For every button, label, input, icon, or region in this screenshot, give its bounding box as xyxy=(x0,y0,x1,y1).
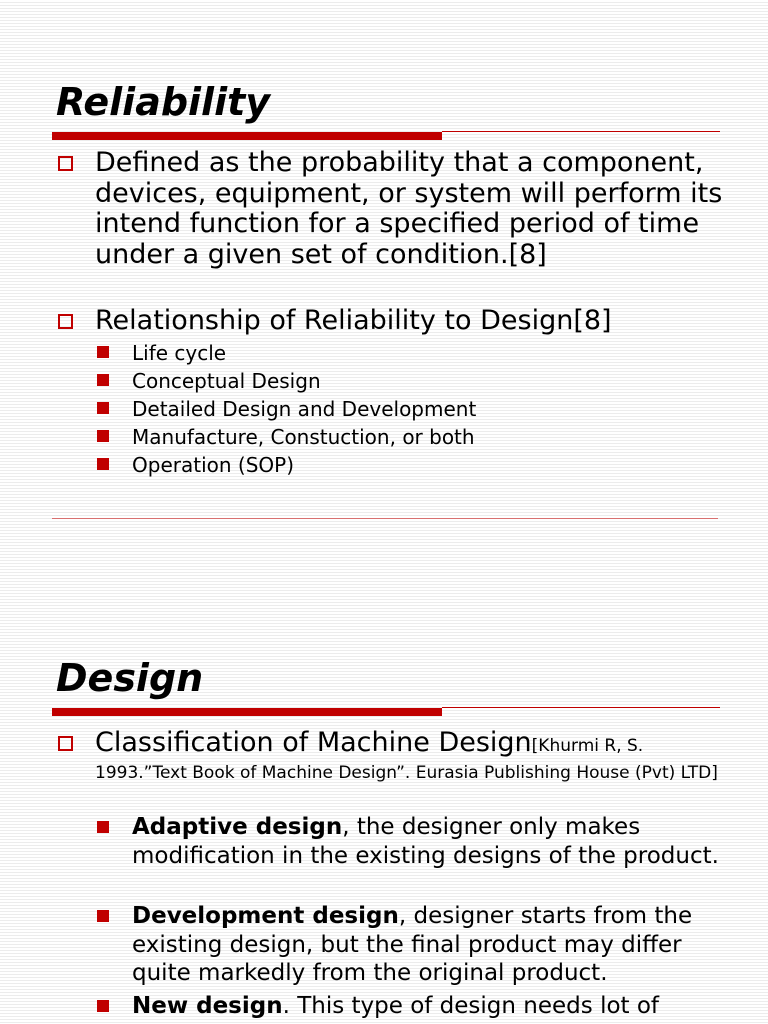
sub-bullet-term: Adaptive design xyxy=(132,814,343,840)
sub-bullet-detailed-design xyxy=(97,397,727,421)
filled-square-icon xyxy=(97,402,109,414)
filled-square-icon xyxy=(97,346,109,358)
slide-design xyxy=(0,600,768,1024)
sub-bullet-text xyxy=(132,992,727,1021)
sub-bullet-text xyxy=(132,902,727,988)
slide-title: Reliability xyxy=(56,80,271,124)
hollow-square-icon xyxy=(58,156,73,171)
sub-bullet-text: Detailed Design and Development xyxy=(132,397,477,421)
title-rule-thick xyxy=(52,132,442,140)
sub-bullet-description: . This type of design needs lot of xyxy=(282,993,660,1019)
title-rule-thin xyxy=(442,707,720,708)
bullet-relationship xyxy=(56,306,736,337)
hollow-square-icon xyxy=(58,314,73,329)
sub-bullet-text: Operation (SOP) xyxy=(132,453,294,477)
title-rule-thick xyxy=(52,708,442,716)
sub-bullet-text: Conceptual Design xyxy=(132,369,321,393)
slide-bottom-rule xyxy=(52,518,718,519)
filled-square-icon xyxy=(97,374,109,386)
sub-bullet-description: , the designer only makes modification in the existing designs of the product. xyxy=(132,814,719,869)
sub-bullet-text xyxy=(132,813,727,870)
sub-bullet-new-design xyxy=(97,992,727,1021)
sub-bullet-text: Manufacture, Constuction, or both xyxy=(132,425,475,449)
filled-square-icon xyxy=(97,430,109,442)
bullet-text xyxy=(95,728,736,785)
sub-bullet-operation xyxy=(97,453,727,477)
slide-title: Design xyxy=(56,656,204,700)
bullet-classification xyxy=(56,728,736,785)
bullet-text: Defined as the probability that a component, devices, equipment, or system will perform its intend function for a specified period of time under a given set of condition.[8] xyxy=(95,147,723,270)
sub-bullet-conceptual-design xyxy=(97,369,727,393)
sub-bullet-manufacture xyxy=(97,425,727,449)
bullet-text: Relationship of Reliability to Design[8] xyxy=(95,305,612,336)
filled-square-icon xyxy=(97,910,109,922)
sub-bullet-term: New design xyxy=(132,993,283,1019)
sub-bullet-text: Life cycle xyxy=(132,341,227,365)
title-rule-thin xyxy=(442,131,720,132)
bullet-main-text: Classification of Machine Design xyxy=(95,727,532,758)
sub-bullet-life-cycle xyxy=(97,341,727,365)
filled-square-icon xyxy=(97,821,109,833)
sub-bullet-development-design xyxy=(97,902,727,988)
sub-bullet-adaptive-design xyxy=(97,813,727,870)
bullet-reference: [Khurmi R, S. 1993.”Text Book of Machine Design”. Eurasia Publishing House (Pvt) LTD] xyxy=(95,736,718,783)
bullet-definition xyxy=(56,148,736,270)
sub-bullet-description: , designer starts from the existing design, but the final product may differ quite markedly from the original product. xyxy=(132,903,693,986)
hollow-square-icon xyxy=(58,736,73,751)
sub-bullet-term: Development design xyxy=(132,903,399,929)
filled-square-icon xyxy=(97,458,109,470)
filled-square-icon xyxy=(97,1000,109,1012)
